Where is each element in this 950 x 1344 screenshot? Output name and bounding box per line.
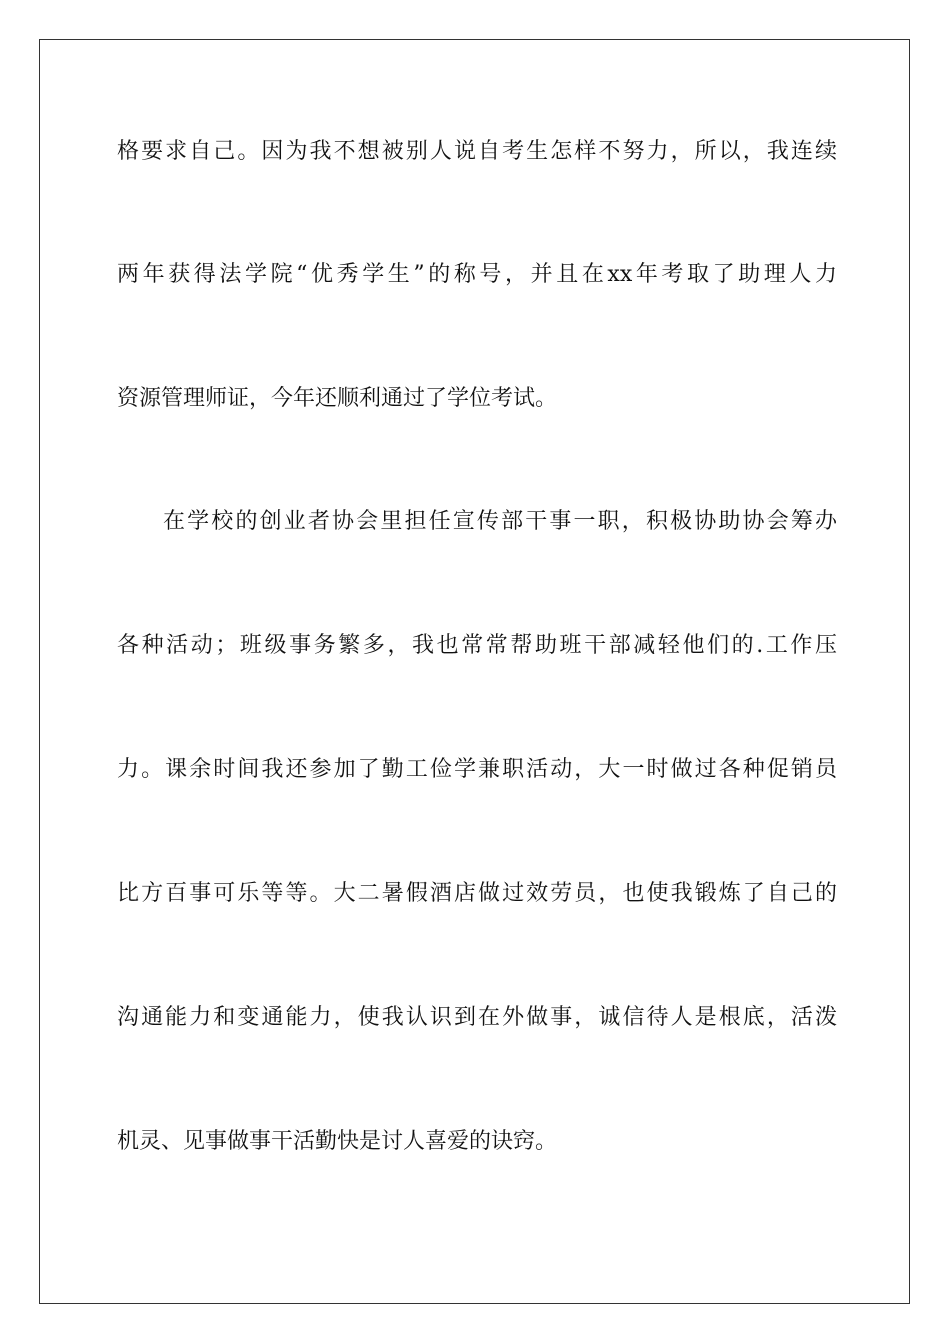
paragraph-2-line-6: 机灵、见事做事干活勤快是讨人喜爱的诀窍。 [117, 1129, 558, 1154]
paragraph-2-line-3: 力。课余时间我还参加了勤工俭学兼职活动，大一时做过各种促销员 [117, 757, 837, 782]
paragraph-2-line-4: 比方百事可乐等等。大二暑假酒店做过效劳员，也使我锻炼了自己的 [117, 881, 837, 906]
paragraph-2-line-5: 沟通能力和变通能力，使我认识到在外做事，诚信待人是根底，活泼 [117, 1005, 837, 1030]
paragraph-1-line-3: 资源管理师证，今年还顺利通过了学位考试。 [117, 386, 558, 411]
paragraph-2-line-1: 在学校的创业者协会里担任宣传部干事一职，积极协助协会筹办 [163, 509, 837, 534]
paragraph-2-line-2: 各种活动；班级事务繁多，我也常常帮助班干部减轻他们的.工作压 [117, 633, 837, 658]
paragraph-1-line-1: 格要求自己。因为我不想被别人说自考生怎样不努力，所以，我连续 [117, 139, 837, 164]
page-border [39, 39, 910, 1304]
paragraph-1-line-2: 两年获得法学院“优秀学生”的称号，并且在xx年考取了助理人力 [117, 262, 837, 287]
